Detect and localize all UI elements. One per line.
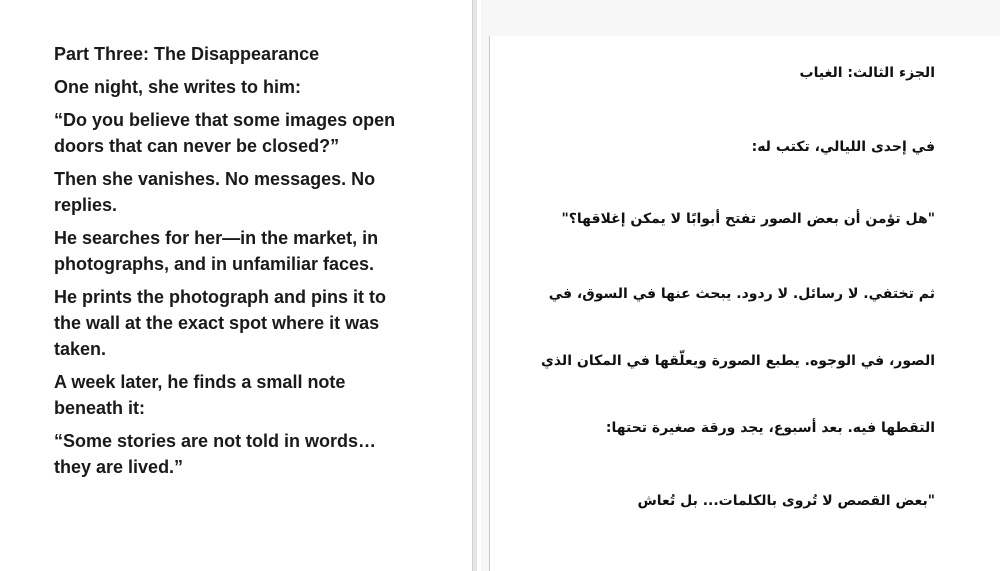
arabic-line: الصور، في الوجوه. يطبع الصورة ويعلّقها في المكان الذي (541, 353, 935, 369)
pane-divider[interactable] (472, 0, 477, 571)
section-heading: Part Three: The Disappearance (54, 44, 320, 64)
paragraph: He prints the photograph and pins it to the wall at the exact spot where it was taken. (54, 287, 386, 359)
arabic-line: في إحدى الليالي، تكتب له: (751, 139, 935, 155)
paragraph: “Some stories are not told in words… they are lived.” (54, 431, 377, 477)
arabic-line: "هل تؤمن أن بعض الصور تفتح أبوابًا لا يمكن إغلاقها؟" (561, 211, 935, 227)
english-document-page[interactable] (0, 0, 474, 571)
english-text-body (54, 41, 414, 487)
paragraph: Then she vanishes. No messages. No replies. (54, 169, 376, 215)
arabic-heading: الجزء الثالث: الغياب (799, 65, 935, 81)
paragraph: One night, she writes to him: (54, 77, 302, 97)
arabic-document-pane (481, 0, 1000, 571)
arabic-document-page[interactable] (489, 36, 1000, 571)
arabic-line: "بعض القصص لا تُروى بالكلمات... بل تُعاش (637, 493, 935, 509)
paragraph: A week later, he finds a small note beneath it: (54, 372, 346, 418)
arabic-line: التقطها فيه. بعد أسبوع، يجد ورقة صغيرة تحتها: (605, 420, 935, 436)
paragraph: “Do you believe that some images open doors that can never be closed?” (54, 110, 396, 156)
arabic-line: ثم تختفي. لا رسائل. لا ردود. يبحث عنها في السوق، في (548, 286, 935, 302)
paragraph: He searches for her—in the market, in photographs, and in unfamiliar faces. (54, 228, 379, 274)
